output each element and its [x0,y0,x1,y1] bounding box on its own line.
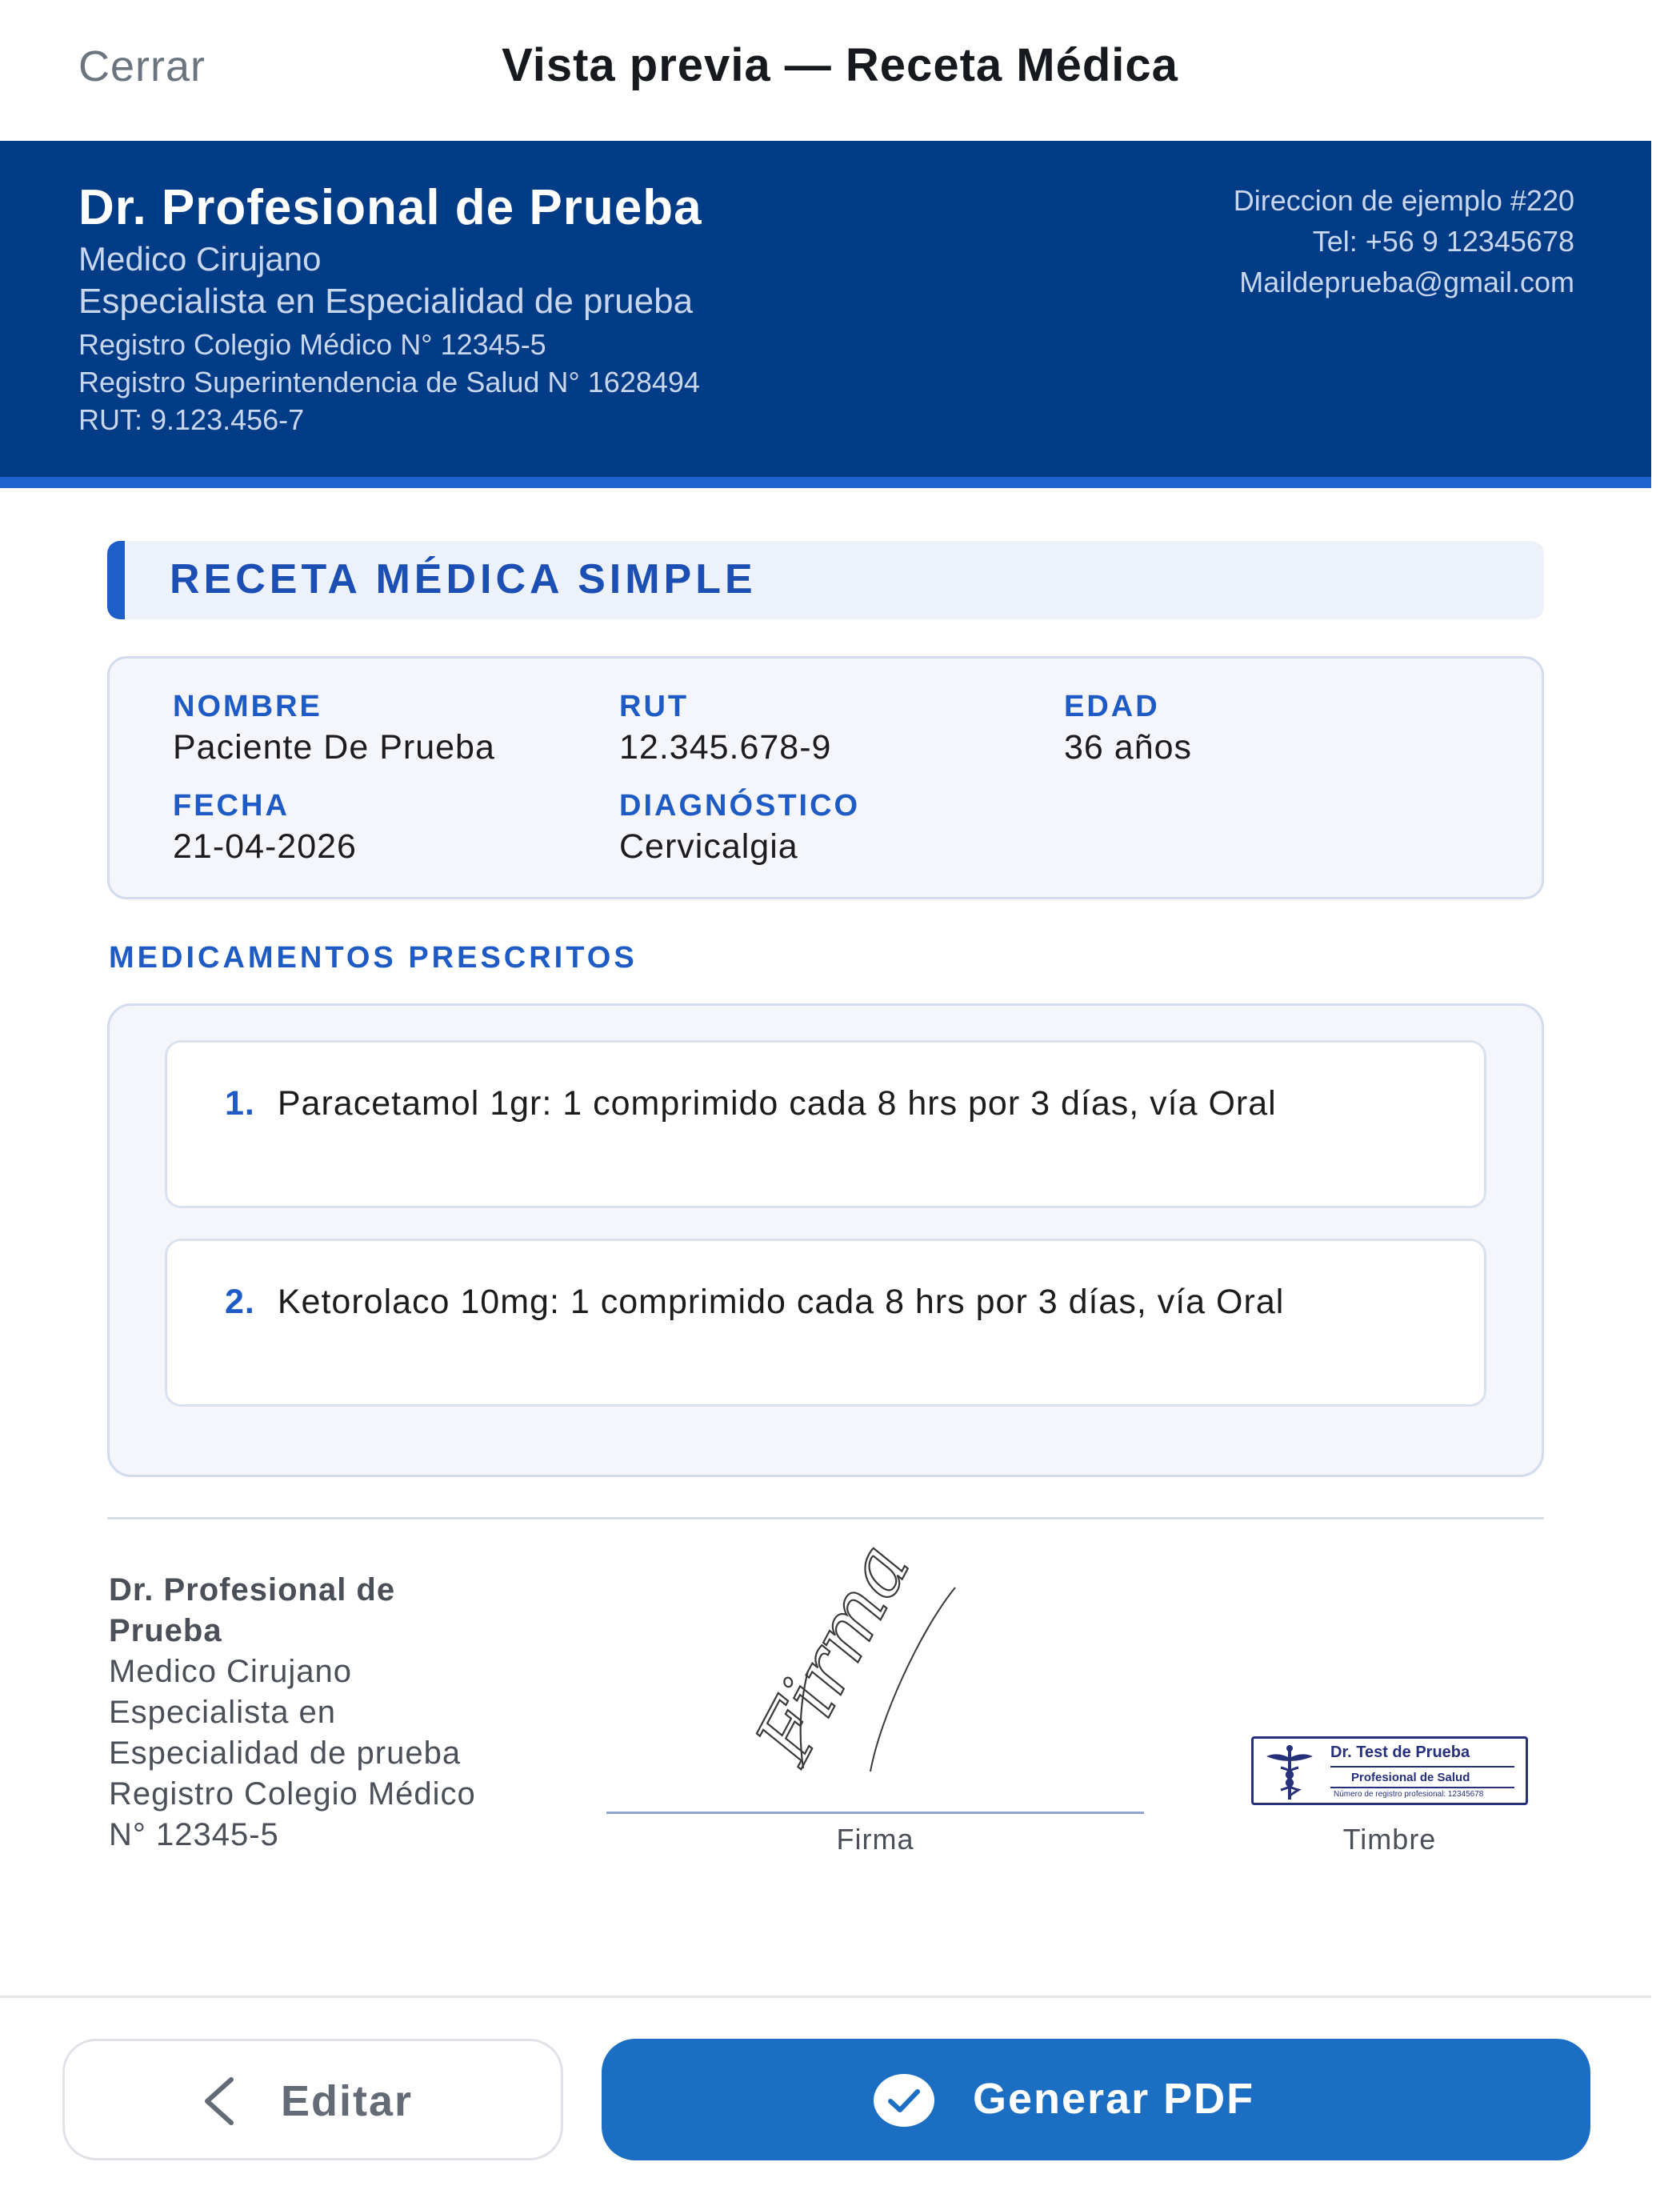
prescription-title: RECETA MÉDICA SIMPLE [170,556,757,603]
chevron-left-icon [199,2075,239,2128]
stamp-rule [1330,1787,1514,1788]
header-stripe [0,477,1651,488]
edit-button[interactable] [62,2039,563,2160]
signature-title: Medico Cirujano [109,1654,353,1689]
patient-age-label: EDAD [1064,690,1160,723]
doctor-specialty: Especialista en Especialidad de prueba [78,282,694,321]
signature-doctor-name: Dr. Profesional de [109,1572,396,1607]
medication-text [225,1078,1457,1129]
doctor-email: Maildeprueba@gmail.com [1239,266,1574,298]
check-circle-icon [872,2072,936,2128]
stamp-rule [1330,1766,1514,1768]
signature-specialty-cont: Especialidad de prueba [109,1736,462,1771]
stamp [1251,1736,1528,1805]
signature-label: Firma [836,1823,914,1856]
patient-name: Paciente De Prueba [173,728,495,767]
caduceus-icon [1262,1744,1318,1801]
patient-rut: 12.345.678-9 [619,728,832,767]
signature-scribble-text: Firma [738,1528,928,1777]
signature-doctor-name-cont: Prueba [109,1613,222,1648]
medication-number: 1. [225,1084,255,1123]
stamp-name: Dr. Test de Prueba [1330,1744,1470,1761]
medication-item [165,1239,1486,1407]
medication-number: 2. [225,1283,255,1321]
section-divider [107,1517,1544,1519]
patient-rut-label: RUT [619,690,690,723]
doctor-registry-colegio: Registro Colegio Médico N° 12345-5 [78,328,546,361]
doctor-registry-superintendencia: Registro Superintendencia de Salud N° 1628494 [78,366,700,398]
edit-button-label: Editar [281,2077,414,2125]
handwritten-signature [738,1528,984,1783]
medication-text [225,1276,1457,1327]
diagnosis-label: DIAGNÓSTICO [619,789,861,823]
doctor-address: Direccion de ejemplo #220 [1233,184,1574,217]
doctor-rut: RUT: 9.123.456-7 [78,403,305,436]
signature-registry-number: N° 12345-5 [109,1817,279,1852]
stamp-label: Timbre [1342,1823,1437,1856]
doctor-name: Dr. Profesional de Prueba [78,180,702,235]
signature-line [606,1812,1144,1814]
signature-doctor-info [109,1570,589,1856]
generate-pdf-button[interactable] [602,2039,1590,2160]
prescription-date: 21-04-2026 [173,827,357,866]
signature-registry: Registro Colegio Médico [109,1776,476,1812]
signature-specialty: Especialista en [109,1695,337,1730]
medications-heading: MEDICAMENTOS PRESCRITOS [109,941,638,975]
stamp-subtitle: Profesional de Salud [1351,1771,1470,1784]
doctor-title: Medico Cirujano [78,240,322,278]
footer-divider [0,1996,1651,1998]
close-button[interactable]: Cerrar [78,42,206,90]
date-label: FECHA [173,789,290,823]
generate-pdf-label: Generar PDF [973,2075,1255,2123]
diagnosis: Cervicalgia [619,827,798,866]
doctor-phone: Tel: +56 9 12345678 [1312,225,1574,258]
medication-item [165,1040,1486,1208]
patient-age: 36 años [1064,728,1193,767]
medication-description: Paracetamol 1gr: 1 comprimido cada 8 hrs por 3 días, vía Oral [277,1084,1277,1123]
medication-description: Ketorolaco 10mg: 1 comprimido cada 8 hrs por 3 días, vía Oral [277,1283,1285,1321]
patient-name-label: NOMBRE [173,690,322,723]
modal-title: Vista previa — Receta Médica [502,39,1178,91]
stamp-registry: Número de registro profesional: 12345678 [1334,1790,1484,1799]
